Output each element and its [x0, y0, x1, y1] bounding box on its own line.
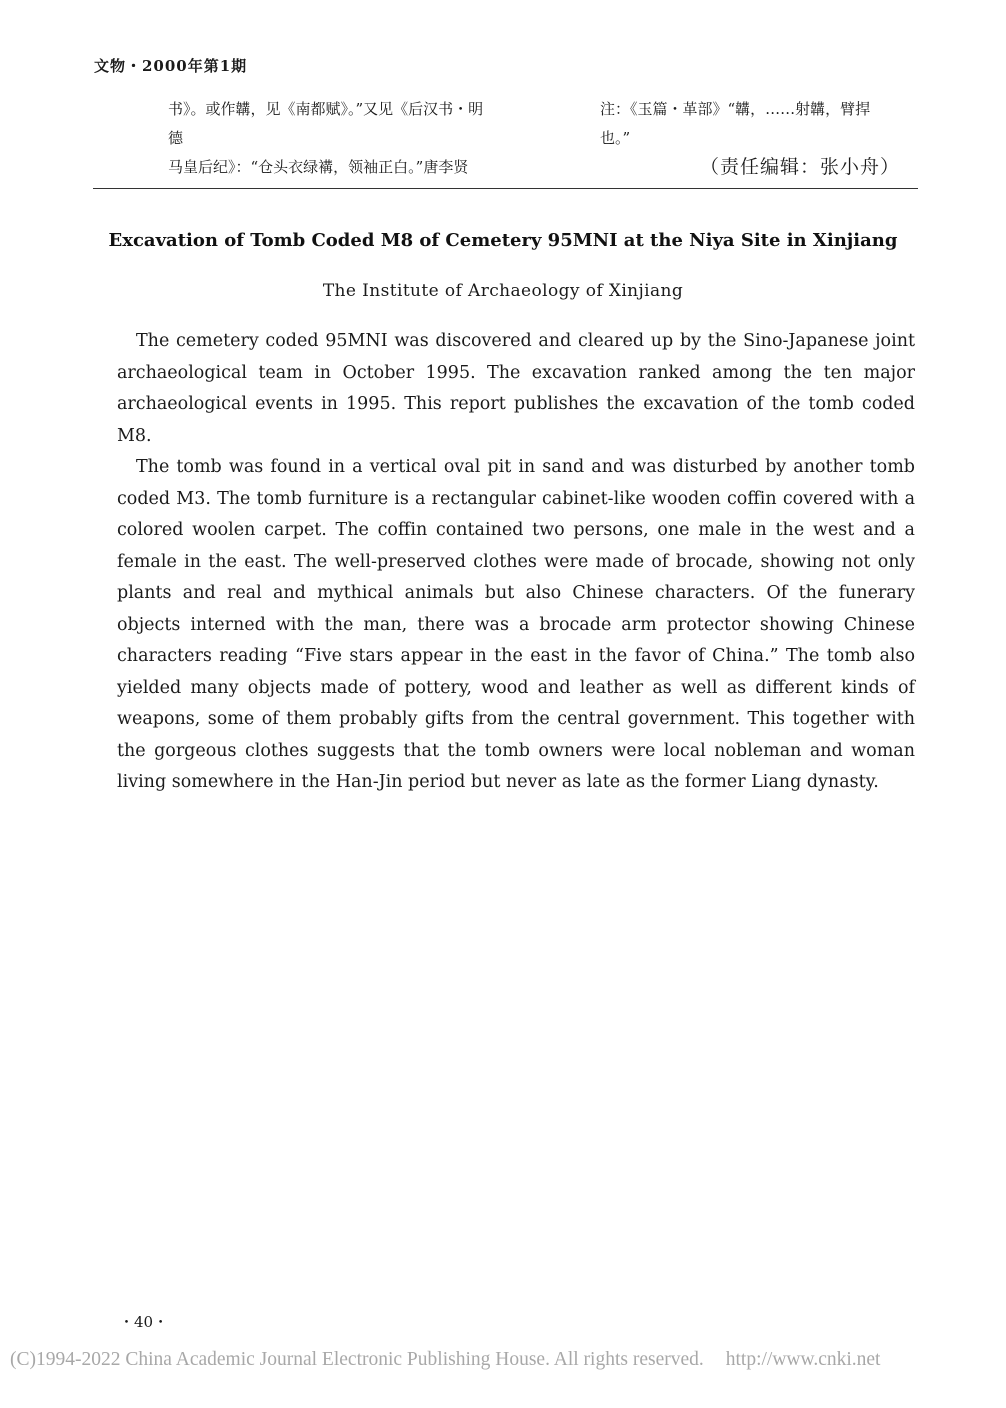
abstract-paragraph: The cemetery coded 95MNI was discovered and cleared up by the Sino-Japanese joint archaeological team in October 1995. The excavation ranked among the ten major archaeological events in 1995. This report publishes the excavation of the tomb coded M8. — [117, 331, 915, 446]
article-author: The Institute of Archaeology of Xinjiang — [322, 281, 684, 301]
page-number: ・40・ — [119, 1313, 169, 1331]
footer-url: http://www.cnki.net — [725, 1349, 881, 1370]
abstract-body — [117, 326, 915, 799]
continued-note-line: 注：《玉篇・革部》“韝，……射韝，臂捍也。” — [600, 100, 871, 147]
continued-text-right-column — [600, 95, 900, 182]
abstract-paragraph: The tomb was found in a vertical oval pit in sand and was disturbed by another tomb coded M3. The tomb furniture is a rectangular cabinet-like wooden coffin covered with a colored woolen carpet. The coffin contained two persons, one male in the west and a female in the east. The well-preserved clothes were made of brocade, showing not only plants and real and mythical animals but also Chinese characters. Of the funerary objects interned with the man, there was a brocade arm protector showing Chinese characters reading “Five stars appear in the east in the favor of China.” The tomb also yielded many objects made of pottery, wood and leather as well as different kinds of weapons, some of them probably gifts from the central government. This together with the gorgeous clothes suggests that the tomb owners were local nobleman and woman living somewhere in the Han-Jin period but never as late as the former Liang dynasty. — [117, 457, 915, 792]
continued-line-1: 书》。或作韝，见《南都赋》。”又见《后汉书・明德 — [168, 100, 484, 147]
editor-note: （责任编辑：张小舟） — [700, 156, 901, 178]
section-divider — [93, 188, 918, 189]
running-head: 文物・2000年第1期 — [94, 57, 248, 75]
article-title: Excavation of Tomb Coded M8 of Cemetery 95MNI at the Niya Site in Xinjiang — [108, 230, 898, 251]
copyright-footer — [10, 1349, 995, 1371]
continued-text-left-column — [168, 95, 498, 182]
copyright-text: (C)1994-2022 China Academic Journal Electronic Publishing House. All rights reserved. — [10, 1349, 704, 1370]
continued-line-2: 马皇后纪》：“仓头衣绿褠，领袖正白。”唐李贤 — [168, 158, 469, 176]
